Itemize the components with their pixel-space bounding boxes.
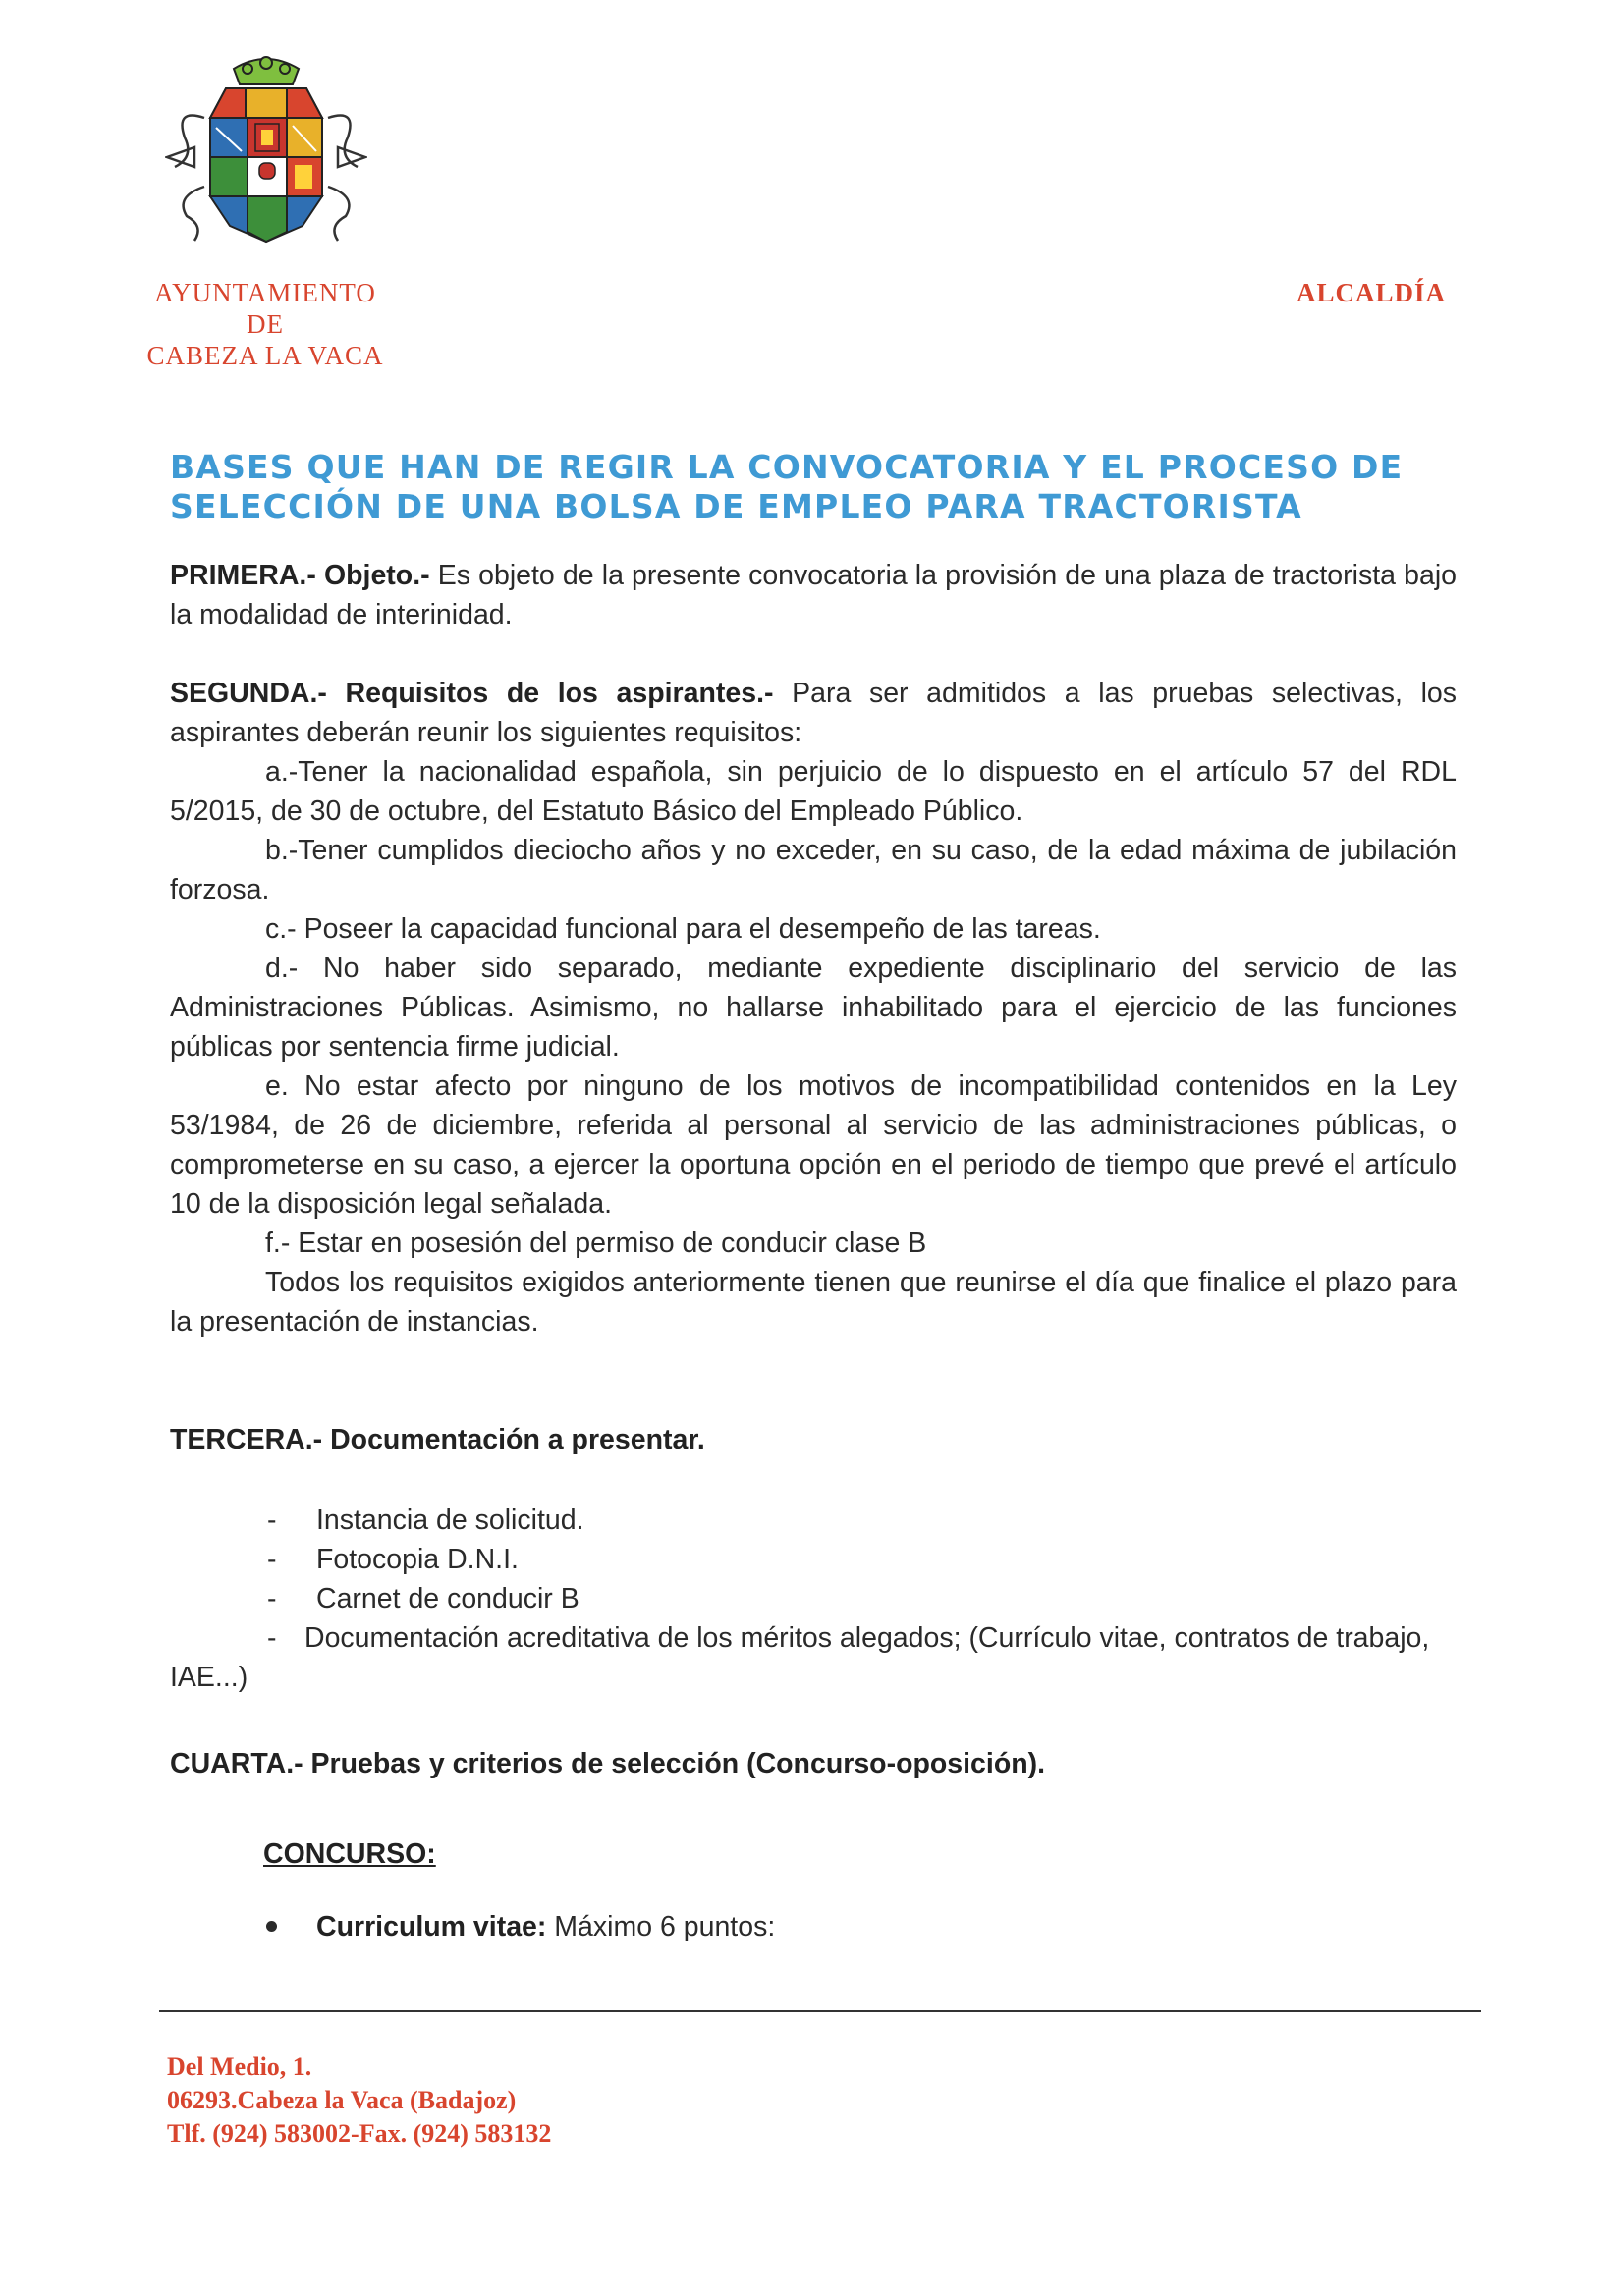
doc-item xyxy=(267,1618,277,1658)
doc-item-text: Fotocopia D.N.I. xyxy=(316,1544,519,1575)
footer-address xyxy=(167,2050,551,2151)
footer-line-1: Del Medio, 1. xyxy=(167,2052,312,2081)
bullet-icon xyxy=(266,1921,277,1932)
section-heading: TERCERA.- Documentación a presentar. xyxy=(170,1424,705,1455)
requirement-e: e. No estar afecto por ninguno de los motivos de incompatibilidad contenidos en la Ley 53/1984, de 26 de diciembre, referida al personal al servicio de las administraciones públicas, o comprometerse en su caso, a ejercer la oportuna opción en el periodo de tiempo que prevé el artículo 10 de la disposición legal señalada. xyxy=(170,1070,1457,1220)
doc-item xyxy=(267,1579,277,1618)
section-text: Es objeto de la presente convocatoria la provisión de una plaza de tractorista bajo la modalidad de interinidad. xyxy=(170,560,1458,630)
crown-icon xyxy=(234,57,299,84)
footer-divider xyxy=(159,2010,1481,2012)
section-text: Para ser admitidos a las pruebas selectivas, los aspirantes deberán reunir los siguientes requisitos: xyxy=(170,678,1457,748)
section-primera xyxy=(170,556,1457,634)
title-line-1: BASES QUE HAN DE REGIR LA CONVOCATORIA Y EL PROCESO DE xyxy=(170,448,1404,486)
requirement-a: a.-Tener la nacionalidad española, sin perjuicio de lo dispuesto en el artículo 57 del RDL 5/2015, de 30 de octubre, del Estatuto Básico del Empleado Público. xyxy=(170,756,1457,827)
doc-item xyxy=(267,1501,277,1540)
doc-item-text-cont: IAE...) xyxy=(170,1662,248,1693)
requirement-c: c.- Poseer la capacidad funcional para el desempeño de las tareas. xyxy=(265,913,1101,945)
requirement-note: Todos los requisitos exigidos anteriormente tienen que reunirse el día que finalice el plazo para la presentación de instancias. xyxy=(170,1267,1457,1338)
office-name: ALCALDÍA xyxy=(1297,278,1447,307)
section-tercera xyxy=(170,1420,1457,1459)
section-heading: PRIMERA.- Objeto.- xyxy=(170,560,430,591)
cv-label: Curriculum vitae: xyxy=(316,1911,547,1942)
doc-item-text: Carnet de conducir B xyxy=(316,1583,579,1614)
cv-text: Máximo 6 puntos: xyxy=(546,1911,776,1942)
doc-item-text: Instancia de solicitud. xyxy=(316,1504,584,1536)
footer-line-3: Tlf. (924) 583002-Fax. (924) 583132 xyxy=(167,2119,552,2148)
requirement-d: d.- No haber sido separado, mediante expediente disciplinario del servicio de las Administraciones Públicas. Asimismo, no hallarse inhabilitado para el ejercicio de las funciones públicas por sentencia firme judicial. xyxy=(170,953,1457,1063)
section-segunda xyxy=(170,674,1457,752)
concurso-heading: CONCURSO: xyxy=(263,1838,436,1870)
requirement-f: f.- Estar en posesión del permiso de conducir clase B xyxy=(265,1228,927,1259)
document-title xyxy=(170,448,1447,526)
dash-icon: - xyxy=(267,1622,277,1654)
section-heading: CUARTA.- Pruebas y criterios de selección (Concurso-oposición). xyxy=(170,1748,1046,1779)
org-line-3: CABEZA LA VACA xyxy=(146,341,384,370)
section-cuarta xyxy=(170,1744,1457,1783)
title-line-2: SELECCIÓN DE UNA BOLSA DE EMPLEO PARA TRACTORISTA xyxy=(170,487,1302,525)
coat-of-arms-icon xyxy=(165,49,367,249)
doc-item-text: Documentación acreditativa de los méritos alegados; (Currículo vitae, contratos de trabajo, xyxy=(304,1622,1430,1654)
section-heading: SEGUNDA.- Requisitos de los aspirantes.- xyxy=(170,678,774,709)
org-line-2: DE xyxy=(247,309,284,339)
cv-criterion xyxy=(316,1907,775,1946)
dash-icon: - xyxy=(267,1544,277,1575)
requirement-b: b.-Tener cumplidos dieciocho años y no exceder, en su caso, de la edad máxima de jubilación forzosa. xyxy=(170,835,1457,905)
municipality-name xyxy=(128,277,403,371)
org-line-1: AYUNTAMIENTO xyxy=(154,278,376,307)
footer-line-2: 06293.Cabeza la Vaca (Badajoz) xyxy=(167,2086,517,2114)
dash-icon: - xyxy=(267,1504,277,1536)
doc-item xyxy=(267,1540,277,1579)
dash-icon: - xyxy=(267,1583,277,1614)
